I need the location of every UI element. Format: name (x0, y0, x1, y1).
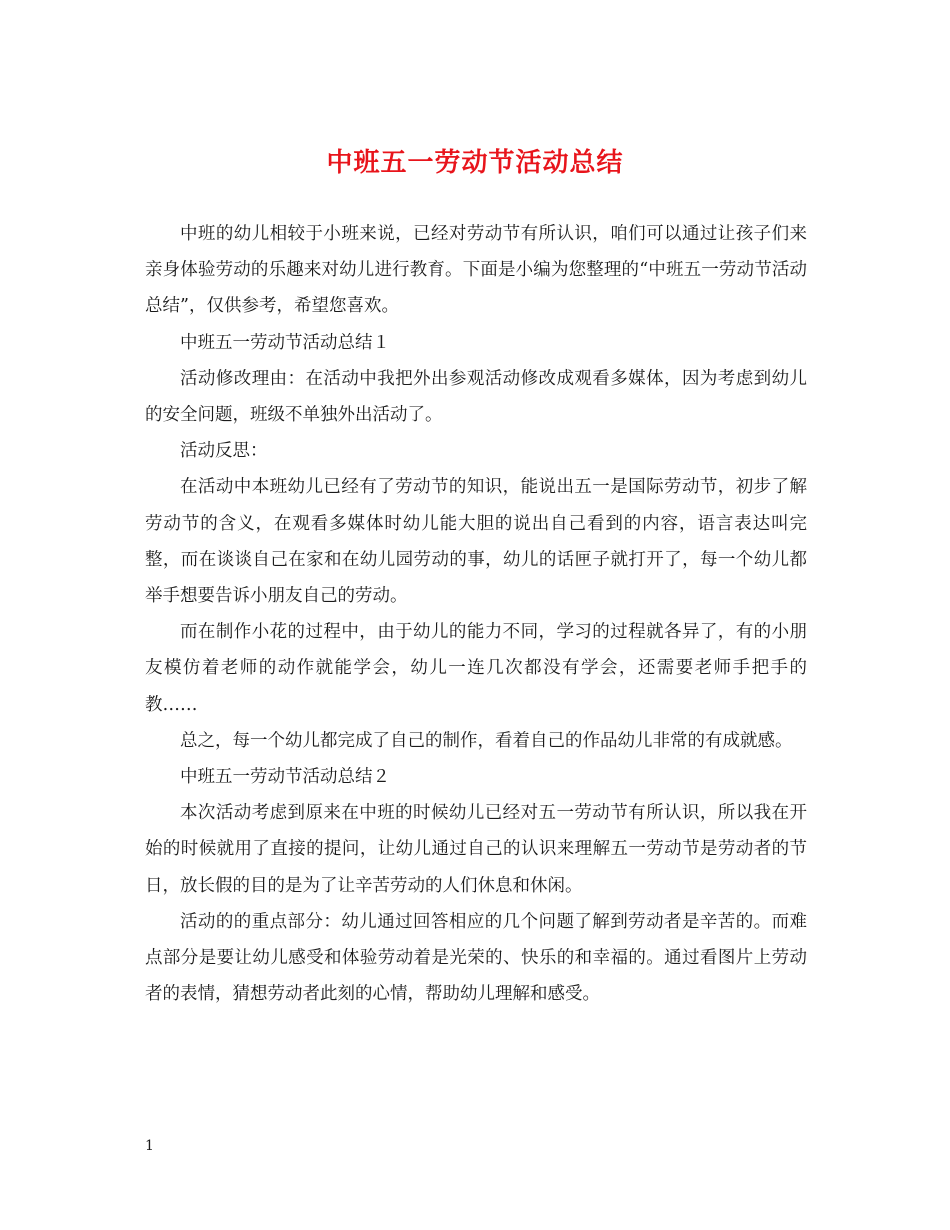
page-number: 1 (145, 1138, 154, 1154)
body-paragraph: 活动反思： (180, 441, 268, 462)
body-paragraph: 本次活动考虑到原来在中班的时候幼儿已经对五一劳动节有所认识，所以我在开始的时候就用了直接的提问，让幼儿通过自己的认识来理解五一劳动节是劳动者的节日，放长假的目的是为了让辛苦劳动的人们休息和休闲。 (145, 803, 807, 896)
section-heading-1: 中班五一劳动节活动总结１ (180, 332, 390, 353)
body-paragraph: 总之，每一个幼儿都完成了自己的制作，看着自己的作品幼儿非常的有成就感。 (180, 730, 793, 751)
body-paragraph: 在活动中本班幼儿已经有了劳动节的知识，能说出五一是国际劳动节，初步了解劳动节的含义，在观看多媒体时幼儿能大胆的说出自己看到的内容，语言表达叫完整，而在谈谈自己在家和在幼儿园劳动的事，幼儿的话匣子就打开了，每一个幼儿都举手想要告诉小朋友自己的劳动。 (145, 477, 807, 607)
intro-paragraph: 中班的幼儿相较于小班来说，已经对劳动节有所认识，咱们可以通过让孩子们来亲身体验劳动的乐趣来对幼儿进行教育。下面是小编为您整理的“中班五一劳动节活动总结”，仅供参考，希望您喜欢。 (145, 224, 807, 317)
body-paragraph: 活动的的重点部分：幼儿通过回答相应的几个问题了解到劳动者是辛苦的。而难点部分是要让幼儿感受和体验劳动着是光荣的、快乐的和幸福的。通过看图片上劳动者的表情，猜想劳动者此刻的心情，帮助幼儿理解和感受。 (145, 911, 807, 1005)
document-title: 中班五一劳动节活动总结 (326, 148, 624, 178)
section-heading-2: 中班五一劳动节活动总结２ (180, 767, 390, 788)
body-paragraph: 而在制作小花的过程中，由于幼儿的能力不同，学习的过程就各异了，有的小朋友模仿着老师的动作就能学会，幼儿一连几次都没有学会，还需要老师手把手的教…… (145, 622, 807, 715)
document-body (145, 216, 807, 1012)
body-paragraph: 活动修改理由：在活动中我把外出参观活动修改成观看多媒体，因为考虑到幼儿的安全问题，班级不单独外出活动了。 (145, 368, 807, 426)
